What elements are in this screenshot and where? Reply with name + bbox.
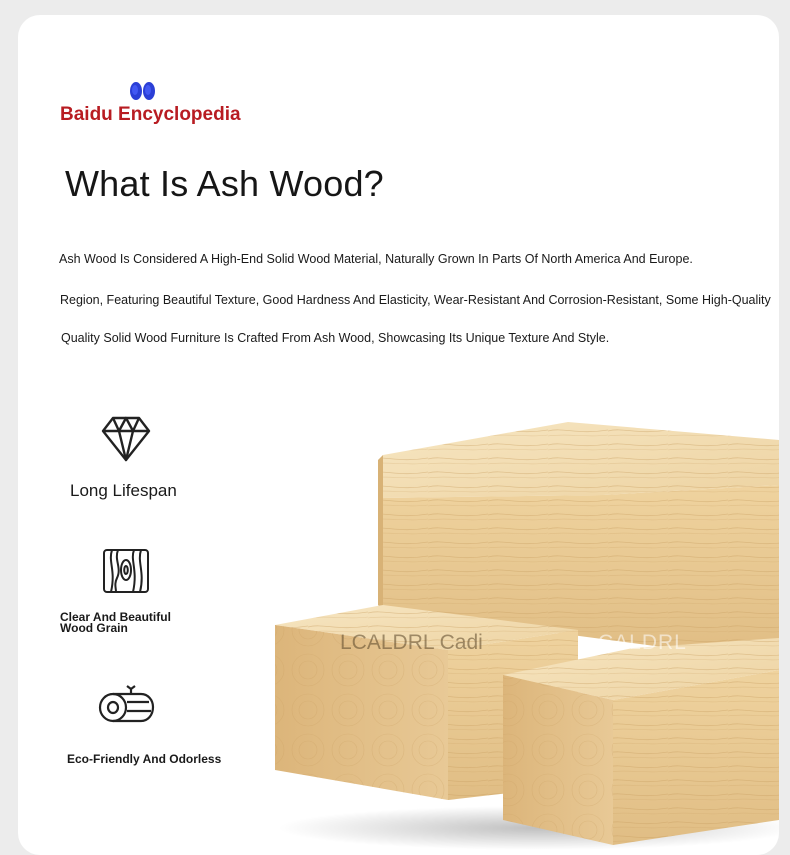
intro-paragraph-line-2: Region, Featuring Beautiful Texture, Good Hardness And Elasticity, Wear-Resistant And Corrosion-Resistant, Some High-Quality [60, 293, 771, 307]
intro-paragraph-line-1: Ash Wood Is Considered A High-End Solid Wood Material, Naturally Grown In Parts Of North America And Europe. [59, 252, 693, 266]
feature-label-long-lifespan: Long Lifespan [70, 481, 177, 500]
wood-grain-icon [102, 548, 150, 594]
diamond-icon [101, 415, 151, 463]
intro-paragraph-line-3: Quality Solid Wood Furniture Is Crafted From Ash Wood, Showcasing Its Unique Texture And Style. [61, 331, 610, 345]
image-watermark-left: LCALDRL Cadi [340, 631, 483, 654]
ash-wood-blocks-image [248, 410, 779, 855]
baidu-paw-logo-icon [128, 81, 158, 101]
page-title: What Is Ash Wood? [65, 163, 384, 204]
feature-label-wood-grain: Clear And Beautiful Wood Grain [60, 610, 171, 635]
brand-name: Baidu Encyclopedia [60, 104, 241, 125]
image-watermark-right: CALDRL [598, 631, 687, 654]
feature-label-eco-friendly: Eco-Friendly And Odorless [67, 752, 222, 766]
log-icon [97, 685, 155, 727]
content-card [18, 15, 779, 855]
bottom-right-wood-block [503, 638, 779, 845]
